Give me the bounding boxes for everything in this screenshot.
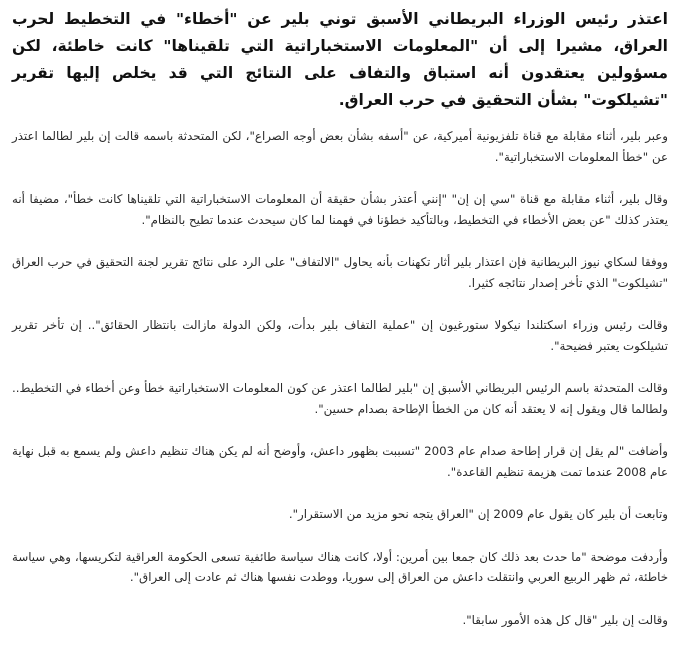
article-lead: اعتذر رئيس الوزراء البريطاني الأسبق توني بلير عن "أخطاء" في التخطيط لحرب العراق، مشيرا إلى أن "المعلومات الاستخباراتية التي تلقيناها" كانت خاطئة، لكن مسؤولين يعتقدون أنه استباق والتفاف على النتائج التي قد يخلص إليها تقرير "تشيلكوت" بشأن التحقيق في حرب العراق. [12, 10, 668, 109]
article-paragraph: وعبر بلير، أثناء مقابلة مع قناة تلفزيونية أميركية، عن "أسفه بشأن بعض أوجه الصراع"، لكن المتحدثة باسمه قالت إن بلير لطالما اعتذر عن "خطأ المعلومات الاستخباراتية". [12, 129, 668, 164]
article-paragraph: وأضافت "لم يقل إن قرار إطاحة صدام عام 2003 "تسببت بظهور داعش، وأوضح أنه لم يكن هناك تنظيم داعش ولم يسمع به قبل نهاية عام 2008 عندما تمت هزيمة تنظيم القاعدة". [12, 444, 668, 479]
article-paragraph: وقالت المتحدثة باسم الرئيس البريطاني الأسبق إن "بلير لطالما اعتذر عن كون المعلومات الاستخباراتية خطأ وعن أخطاء في التخطيط.. ولطالما قال ويقول إنه لا يعتقد أنه كان من الخطأ الإطاحة بصدام حسين". [12, 381, 668, 416]
article-paragraph: وأردفت موضحة "ما حدث بعد ذلك كان جمعا بين أمرين: أولا، كانت هناك سياسة طائفية تسعى الحكومة العراقية لتكريسها، وهي سياسة خاطئة، ثم ظهر الربيع العربي وانتقلت داعش من العراق إلى سوريا، ووطدت نفسها هناك ثم عادت إلى العراق". [12, 549, 668, 584]
article-paragraph: وتابعت أن بلير كان يقول عام 2009 إن "العراق يتجه نحو مزيد من الاستقرار". [288, 507, 668, 521]
article-paragraph: وقالت رئيس وزراء اسكتلندا نيكولا ستورغيون إن "عملية التفاف بلير بدأت، ولكن الدولة مازالت بانتظار الحقائق".. إن تأخر تقرير تشيلكوت يعتبر فضيحة". [12, 318, 668, 353]
article-paragraph: وقال بلير، أثناء مقابلة مع قناة "سي إن إن" "إنني أعتذر بشأن حقيقة أن المعلومات الاستخباراتية التي تلقيناها كانت خطأ"، مضيفا أنه يعتذر كذلك "عن بعض الأخطاء في التخطيط، وبالتأكيد خطؤنا في فهمنا لما كان سيحدث عندما تطيح بالنظام". [12, 192, 668, 227]
article-paragraph: ووفقا لسكاي نيوز البريطانية فإن اعتذار بلير أثار تكهنات بأنه يحاول "الالتفاف" على الرد على نتائج تقرير لجنة التحقيق في حرب العراق "تشيلكوت" الذي تأخر إصدار نتائجه كثيرا. [12, 255, 668, 290]
article-paragraph: وقالت إن بلير "قال كل هذه الأمور سابقا". [462, 612, 668, 627]
